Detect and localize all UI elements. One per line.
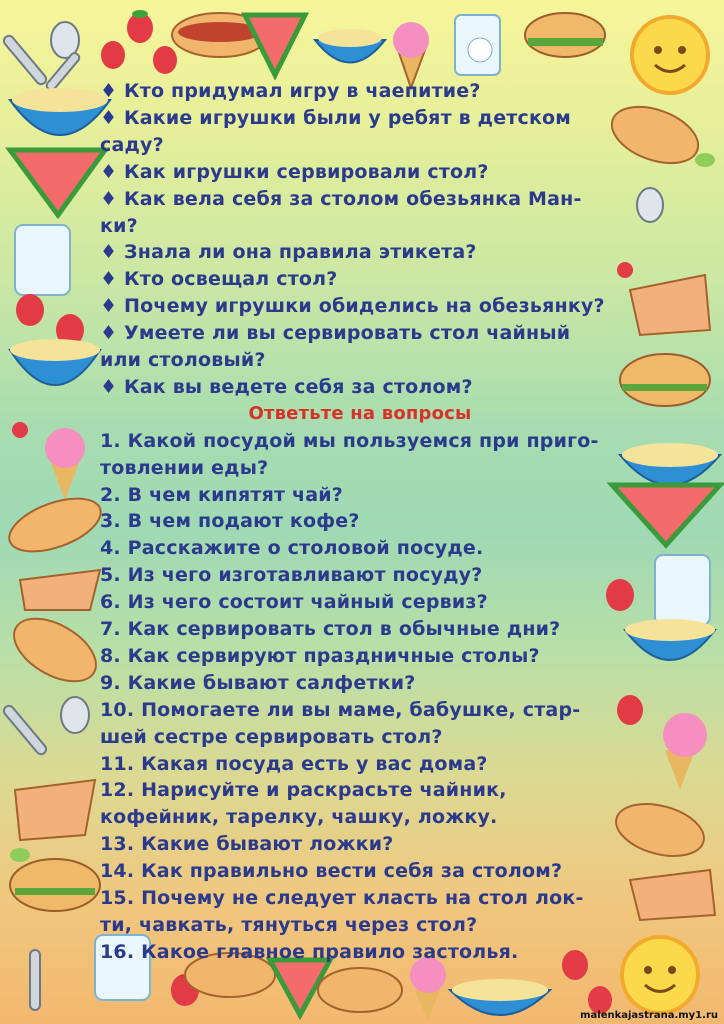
answer-question-line: товлении еды? — [100, 456, 269, 479]
question-line: ♦ Умеете ли вы сервировать стол чайный — [100, 322, 571, 345]
question-line: ♦ Какие игрушки были у ребят в детском — [100, 106, 572, 129]
answer-question-line: 14. Как правильно вести себя за столом? — [100, 860, 563, 883]
question-line: или столовый? — [100, 349, 266, 371]
question-line: ♦ Как игрушки сервировали стол? — [100, 160, 489, 183]
question-line: ♦ Знала ли она правила этикета? — [100, 241, 477, 264]
question-line: ки? — [100, 214, 138, 237]
answer-question-line: 15. Почему не следует класть на стол лок- — [100, 887, 584, 909]
sun-icon — [632, 17, 708, 93]
question-line: ♦ Почему игрушки обиделись на обезьянку? — [100, 295, 605, 318]
fork-spoon-icon — [2, 22, 81, 92]
answer-question-line: 1. Какой посудой мы пользуемся при приго- — [100, 429, 599, 452]
answer-question-line: 5. Из чего изготавливают посуду? — [100, 564, 483, 587]
answer-question-line: ти, чавкать, тянуться через стол? — [100, 913, 478, 936]
question-line: ♦ Как вы ведете себя за столом? — [100, 375, 473, 398]
answer-question-line: 2. В чем кипятят чай? — [100, 483, 343, 506]
answer-question-line: 4. Расскажите о столовой посуде. — [100, 537, 484, 560]
answer-question-line: шей сестре сервировать стол? — [100, 725, 443, 748]
strawberry-icon — [101, 10, 177, 74]
right-food-column — [604, 96, 720, 1013]
answers-heading: Ответьте на вопросы — [248, 402, 472, 424]
answer-question-line: 12. Нарисуйте и раскрасьте чайник, — [100, 779, 507, 802]
answer-question-line: 16. Какое главное правило застолья. — [100, 940, 519, 963]
answer-question-line: кофейник, тарелку, чашку, ложку. — [100, 806, 498, 829]
answer-question-line: 8. Как сервируют праздничные столы? — [100, 644, 540, 667]
question-line: ♦ Кто освещал стол? — [100, 268, 338, 291]
left-food-column — [2, 88, 110, 911]
burger-icon — [525, 13, 605, 57]
answer-question-line: 7. Как сервировать стол в обычные дни? — [100, 618, 561, 640]
glass-icon — [455, 15, 500, 75]
answer-question-line: 13. Какие бывают ложки? — [100, 833, 394, 856]
question-line: ♦ Кто придумал игру в чаепитие? — [100, 80, 481, 102]
answer-question-line: 10. Помогаете ли вы маме, бабушке, стар- — [100, 698, 581, 721]
answer-question-line: 3. В чем подают кофе? — [100, 510, 360, 533]
answer-question-line: 11. Какая посуда есть у вас дома? — [100, 752, 488, 775]
question-line: саду? — [100, 133, 164, 156]
answer-question-line: 6. Из чего состоит чайный сервиз? — [100, 591, 488, 614]
question-line: ♦ Как вела себя за столом обезьянка Ман- — [100, 187, 582, 210]
site-url: malenkajastrana.my1.ru — [580, 1010, 718, 1021]
answer-question-line: 9. Какие бывают салфетки? — [100, 671, 416, 694]
bowl-icon — [315, 29, 385, 63]
